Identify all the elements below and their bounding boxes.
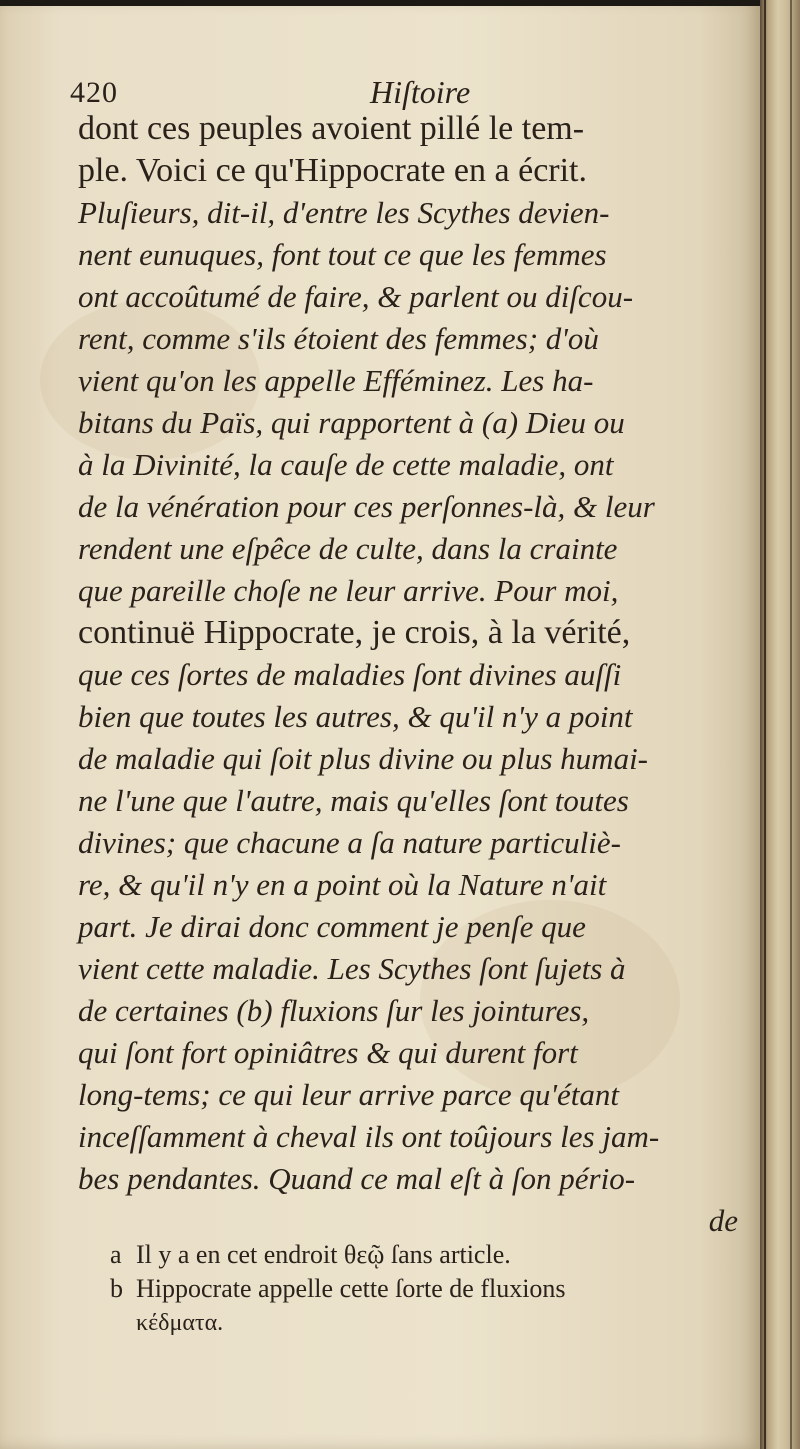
text-line: dont ces peuples avoient pillé le tem- <box>78 110 585 147</box>
text-line: de certaines (b) fluxions ſur les jointures, <box>78 993 590 1028</box>
text-line: Pluſieurs, dit-il, d'entre les Scythes devien- <box>78 195 610 230</box>
text-line: bien que toutes les autres, & qu'il n'y a point <box>78 699 633 734</box>
text-line: bes pendantes. Quand ce mal eſt à ſon pério- <box>78 1161 636 1196</box>
text-line: ne l'une que l'autre, mais qu'elles ſont toutes <box>78 783 629 818</box>
footnote-label: b <box>110 1274 123 1303</box>
footnote-text: κέδματα. <box>136 1310 224 1336</box>
main-text <box>78 108 738 1242</box>
text-line: de maladie qui ſoit plus divine ou plus humai- <box>78 741 649 776</box>
footnote-text: Il y a en cet endroit θεῷ ſans article. <box>136 1240 511 1269</box>
footnote <box>110 1272 730 1306</box>
text-line: bitans du Païs, qui rapportent à (a) Dieu ou <box>78 405 625 440</box>
catchword: de <box>708 1203 738 1238</box>
text-line: que pareille choſe ne leur arrive. Pour moi, <box>78 573 619 608</box>
text-line: que ces ſortes de maladies ſont divines auſſi <box>78 657 622 692</box>
footnotes <box>110 1238 730 1340</box>
footnote <box>110 1306 730 1340</box>
text-line: nent eunuques, font tout ce que les femmes <box>78 237 607 272</box>
text-line: à la Divinité, la cauſe de cette maladie, ont <box>78 447 614 482</box>
text-line: vient qu'on les appelle Efféminez. Les ha- <box>78 363 594 398</box>
footnote <box>110 1238 730 1272</box>
edge-line <box>790 0 792 1449</box>
page-number: 420 <box>70 76 118 109</box>
text-line: continuë Hippocrate, je crois, à la vérité, <box>78 614 631 651</box>
text-line: part. Je dirai donc comment je penſe que <box>78 909 586 944</box>
text-line: re, & qu'il n'y en a point où la Nature n'ait <box>78 867 607 902</box>
page-edge <box>760 0 800 1449</box>
text-line: rent, comme s'ils étoient des femmes; d'où <box>78 321 599 356</box>
text-line: ont accoûtumé de faire, & parlent ou diſcou- <box>78 279 634 314</box>
edge-line <box>764 0 766 1449</box>
text-line: divines; que chacune a ſa nature particuliè- <box>78 825 621 860</box>
scan-top-border <box>0 0 800 6</box>
text-line: qui ſont fort opiniâtres & qui durent fort <box>78 1035 578 1070</box>
text-line: rendent une eſpêce de culte, dans la crainte <box>78 531 618 566</box>
footnote-label: a <box>110 1240 122 1269</box>
text-line: long-tems; ce qui leur arrive parce qu'étant <box>78 1077 619 1112</box>
text-line: inceſſamment à cheval ils ont toûjours les jam- <box>78 1119 660 1154</box>
text-line: de la vénération pour ces perſonnes-là, & leur <box>78 489 655 524</box>
running-head: Hiſtoire <box>370 74 471 110</box>
text-line: ple. Voici ce qu'Hippocrate en a écrit. <box>78 152 588 189</box>
footnote-text: Hippocrate appelle cette ſorte de fluxions <box>136 1274 566 1303</box>
text-line: vient cette maladie. Les Scythes ſont ſujets à <box>78 951 626 986</box>
